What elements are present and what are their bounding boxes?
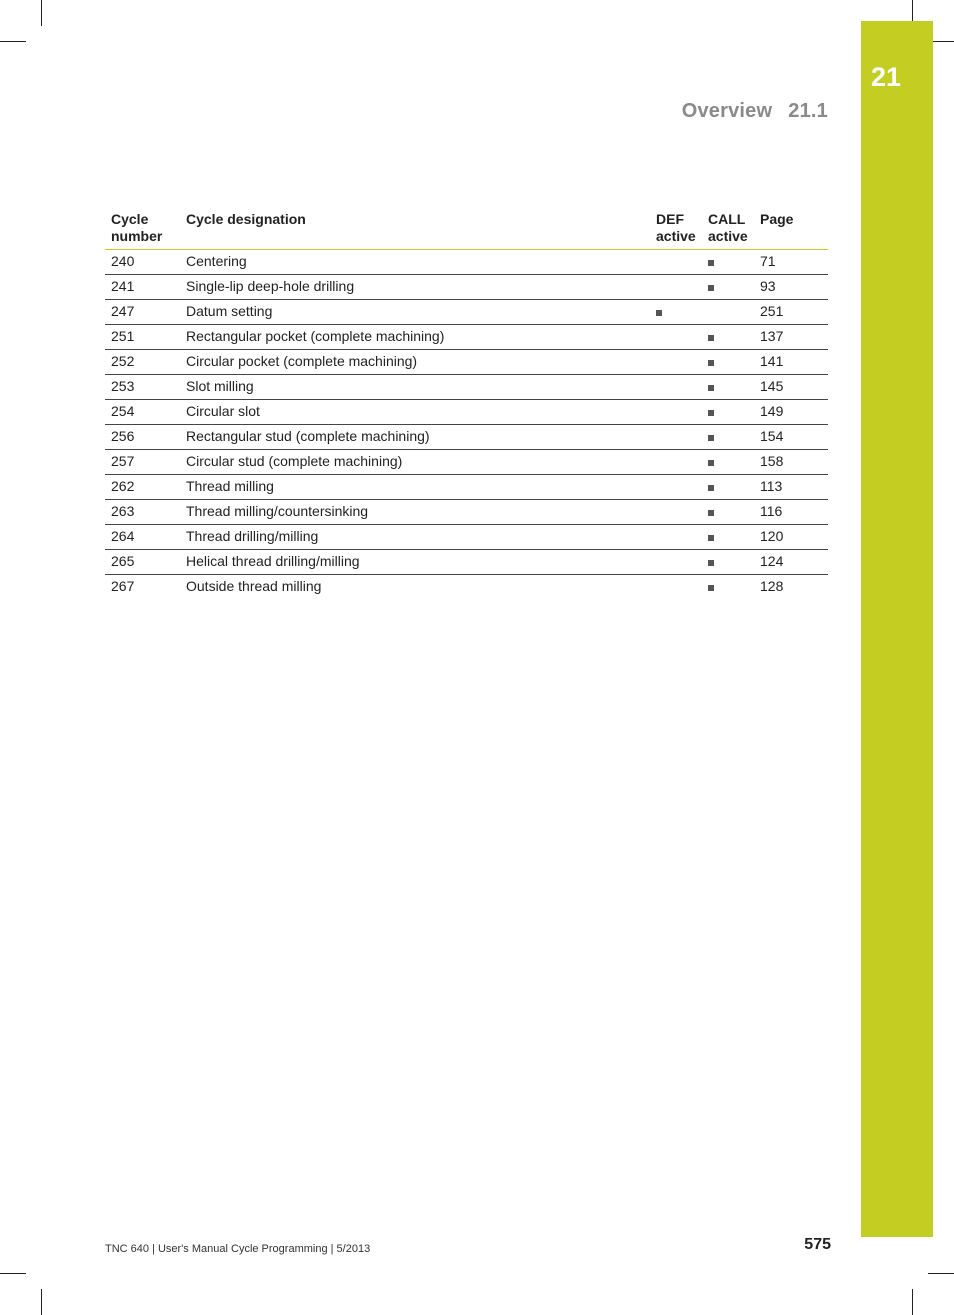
cycle-designation-cell: Rectangular stud (complete machining) <box>180 425 650 450</box>
active-marker-icon <box>708 435 714 441</box>
page-cell: 128 <box>760 578 784 594</box>
cycle-designation-cell: Helical thread drilling/milling <box>180 550 650 575</box>
table-row <box>105 500 828 525</box>
call-active-cell <box>702 425 754 450</box>
chapter-tab <box>861 21 933 1237</box>
cycle-number-cell: 262 <box>105 475 180 500</box>
cycle-number-cell: 253 <box>105 375 180 400</box>
cycle-number-cell: 252 <box>105 350 180 375</box>
page-cell: 251 <box>754 300 828 325</box>
def-active-cell <box>650 450 702 475</box>
call-active-cell <box>702 500 754 525</box>
active-marker-icon <box>708 360 714 366</box>
cycle-designation-cell: Single-lip deep-hole drilling <box>180 275 650 300</box>
cycle-designation-cell: Rectangular pocket (complete machining) <box>180 325 650 350</box>
table-row <box>105 575 828 600</box>
cycle-designation-cell: Circular pocket (complete machining) <box>180 350 650 375</box>
cycle-number-cell: 256 <box>105 425 180 450</box>
active-marker-icon <box>708 485 714 491</box>
crop-mark <box>0 41 26 42</box>
def-active-cell <box>650 425 702 450</box>
def-active-cell <box>650 300 702 325</box>
call-active-cell <box>702 575 754 600</box>
page-cell: 124 <box>754 550 828 575</box>
call-active-cell <box>702 300 754 325</box>
page-cell: 93 <box>754 275 828 300</box>
page-cell: 71 <box>754 250 828 275</box>
table-row <box>105 425 828 450</box>
active-marker-icon <box>708 535 714 541</box>
active-marker-icon <box>708 510 714 516</box>
active-marker-icon <box>708 285 714 291</box>
page-cell: 113 <box>754 475 828 500</box>
header-page: Page <box>754 208 828 250</box>
cycle-designation-cell: Slot milling <box>180 375 650 400</box>
table-row <box>105 400 828 425</box>
call-active-cell <box>702 550 754 575</box>
call-active-cell <box>702 375 754 400</box>
page-cell: 120 <box>754 525 828 550</box>
def-active-cell <box>650 250 702 275</box>
crop-mark <box>928 1273 954 1274</box>
page-cell: 145 <box>754 375 828 400</box>
call-active-cell <box>702 325 754 350</box>
cycle-designation-cell: Centering <box>180 250 650 275</box>
def-active-cell <box>650 325 702 350</box>
crop-mark <box>912 1289 913 1315</box>
cycle-number-cell: 254 <box>105 400 180 425</box>
call-active-cell <box>702 275 754 300</box>
active-marker-icon <box>708 335 714 341</box>
page-cell: 116 <box>754 500 828 525</box>
active-marker-icon <box>708 385 714 391</box>
table-row <box>105 250 828 275</box>
table-row <box>105 475 828 500</box>
def-active-cell <box>650 275 702 300</box>
cycle-designation-cell: Circular slot <box>180 400 650 425</box>
active-marker-icon <box>708 460 714 466</box>
table-row <box>105 325 828 350</box>
crop-mark <box>0 1273 26 1274</box>
def-active-cell <box>650 575 702 600</box>
def-active-cell <box>650 400 702 425</box>
cycle-designation-cell: Datum setting <box>180 300 650 325</box>
active-marker-icon <box>708 585 714 591</box>
def-active-cell <box>650 550 702 575</box>
cycle-number-cell: 267 <box>111 578 135 594</box>
page-cell: 149 <box>754 400 828 425</box>
page-cell: 137 <box>754 325 828 350</box>
table-row <box>105 275 828 300</box>
cycle-number-cell: 247 <box>105 300 180 325</box>
table-row <box>105 300 828 325</box>
page-cell: 158 <box>754 450 828 475</box>
header-def-active: DEF active <box>650 208 702 250</box>
call-active-cell <box>702 250 754 275</box>
page-number: 575 <box>804 1236 831 1253</box>
active-marker-icon <box>708 260 714 266</box>
cycle-number-cell: 263 <box>105 500 180 525</box>
def-active-cell <box>650 475 702 500</box>
cycle-number-cell: 251 <box>105 325 180 350</box>
cycle-overview-table <box>105 208 828 599</box>
header-call-active: CALL active <box>702 208 754 250</box>
active-marker-icon <box>656 310 662 316</box>
def-active-cell <box>650 350 702 375</box>
table-row <box>105 550 828 575</box>
active-marker-icon <box>708 560 714 566</box>
table-row <box>105 375 828 400</box>
cycle-designation-cell: Thread milling/countersinking <box>180 500 650 525</box>
footer-text: TNC 640 | User's Manual Cycle Programming | 5/2013 <box>105 1243 371 1255</box>
page-cell: 154 <box>754 425 828 450</box>
cycle-designation-cell: Thread drilling/milling <box>180 525 650 550</box>
chapter-number: 21 <box>870 62 902 92</box>
section-heading <box>682 98 828 124</box>
cycle-designation-cell: Circular stud (complete machining) <box>180 450 650 475</box>
table-row <box>105 525 828 550</box>
cycle-number-cell: 257 <box>105 450 180 475</box>
call-active-cell <box>702 525 754 550</box>
table-header-row <box>105 208 828 250</box>
cycle-number-cell: 265 <box>105 550 180 575</box>
crop-mark <box>41 0 42 26</box>
section-title: Overview <box>681 100 773 122</box>
active-marker-icon <box>708 410 714 416</box>
header-cycle-designation: Cycle designation <box>180 208 650 250</box>
page-cell: 141 <box>754 350 828 375</box>
table-row <box>105 350 828 375</box>
cycle-designation-cell: Outside thread milling <box>186 578 322 594</box>
def-active-cell <box>650 525 702 550</box>
header-cycle-number: Cycle number <box>105 208 180 250</box>
def-active-cell <box>650 500 702 525</box>
call-active-cell <box>702 350 754 375</box>
table-row <box>105 450 828 475</box>
cycle-number-cell: 240 <box>105 250 180 275</box>
call-active-cell <box>702 475 754 500</box>
call-active-cell <box>702 400 754 425</box>
crop-mark <box>41 1289 42 1315</box>
table-body <box>105 250 828 600</box>
cycle-designation-cell: Thread milling <box>180 475 650 500</box>
def-active-cell <box>650 375 702 400</box>
cycle-number-cell: 264 <box>105 525 180 550</box>
call-active-cell <box>702 450 754 475</box>
cycle-number-cell: 241 <box>105 275 180 300</box>
section-number: 21.1 <box>788 100 828 122</box>
